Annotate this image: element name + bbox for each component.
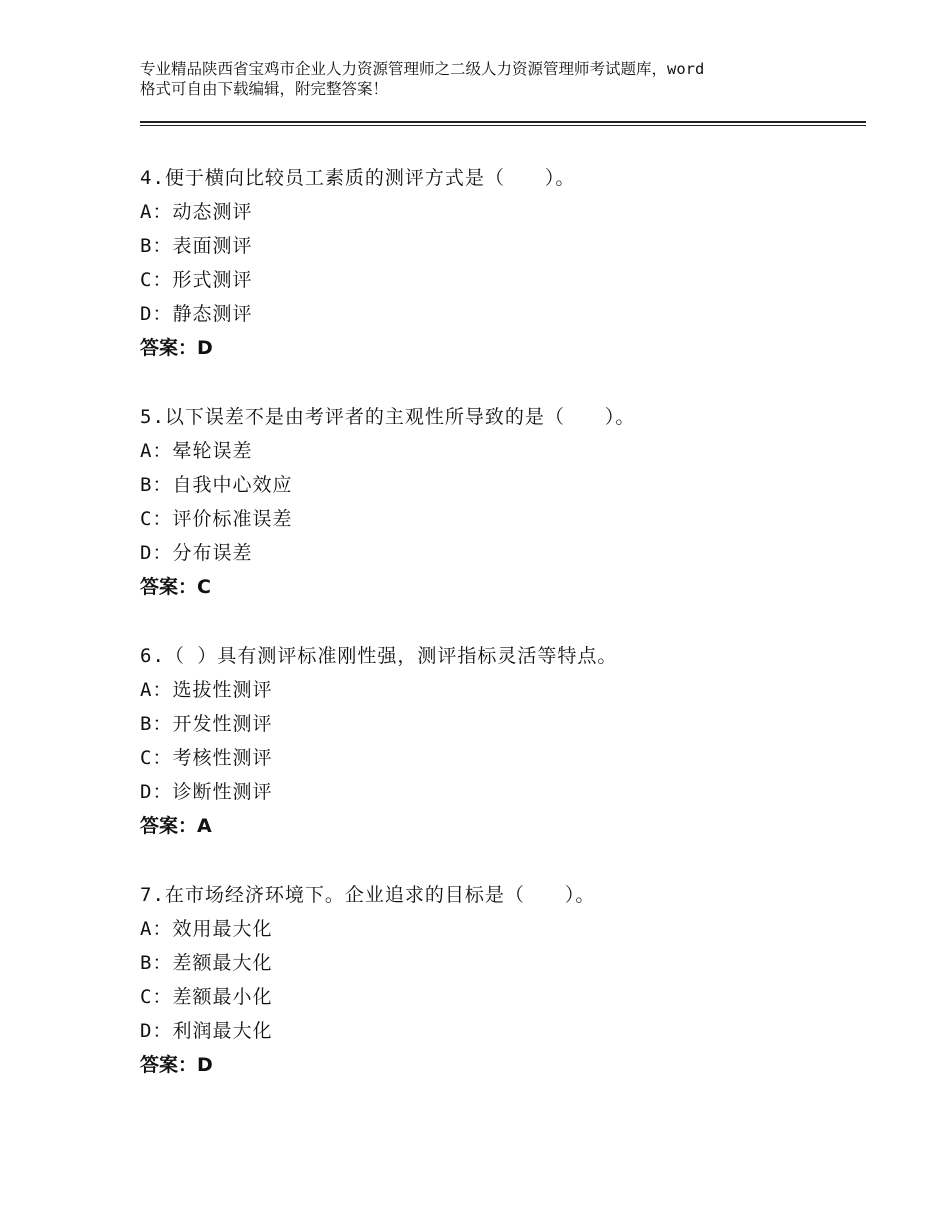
- option-b: B：差额最大化: [140, 952, 273, 974]
- option-c: C：考核性测评: [140, 747, 273, 769]
- question-stem: 5.以下误差不是由考评者的主观性所导致的是（ ）。: [140, 406, 636, 428]
- option-b: B：开发性测评: [140, 713, 273, 735]
- option-b: B：表面测评: [140, 235, 253, 257]
- document-header: [140, 59, 840, 99]
- question-stem: 4.便于横向比较员工素质的测评方式是（ ）。: [140, 167, 576, 189]
- option-a: A：晕轮误差: [140, 440, 253, 462]
- option-a: A：动态测评: [140, 201, 253, 223]
- question-7: [140, 878, 860, 1082]
- option-c: C：差额最小化: [140, 986, 273, 1008]
- option-d: D：静态测评: [140, 303, 253, 325]
- option-c: C：评价标准误差: [140, 508, 293, 530]
- answer-line: 答案：A: [140, 815, 212, 837]
- option-d: D：利润最大化: [140, 1020, 273, 1042]
- option-d: D：分布误差: [140, 542, 253, 564]
- header-divider-bottom: [140, 125, 866, 127]
- option-a: A：选拔性测评: [140, 679, 273, 701]
- option-b: B：自我中心效应: [140, 474, 293, 496]
- answer-line: 答案：D: [140, 337, 213, 359]
- answer-line: 答案：C: [140, 576, 211, 598]
- question-stem: 6.（ ）具有测评标准刚性强，测评指标灵活等特点。: [140, 645, 618, 667]
- answer-line: 答案：D: [140, 1054, 213, 1076]
- header-title-line-2: 格式可自由下载编辑，附完整答案！: [140, 80, 389, 98]
- question-4: [140, 161, 860, 365]
- option-a: A：效用最大化: [140, 918, 273, 940]
- question-5: [140, 400, 860, 604]
- option-d: D：诊断性测评: [140, 781, 273, 803]
- option-c: C：形式测评: [140, 269, 253, 291]
- question-stem: 7.在市场经济环境下。企业追求的目标是（ ）。: [140, 884, 596, 906]
- header-title-line-1: 专业精品陕西省宝鸡市企业人力资源管理师之二级人力资源管理师考试题库，word: [140, 60, 705, 78]
- header-divider-top: [140, 121, 866, 123]
- question-6: [140, 639, 860, 843]
